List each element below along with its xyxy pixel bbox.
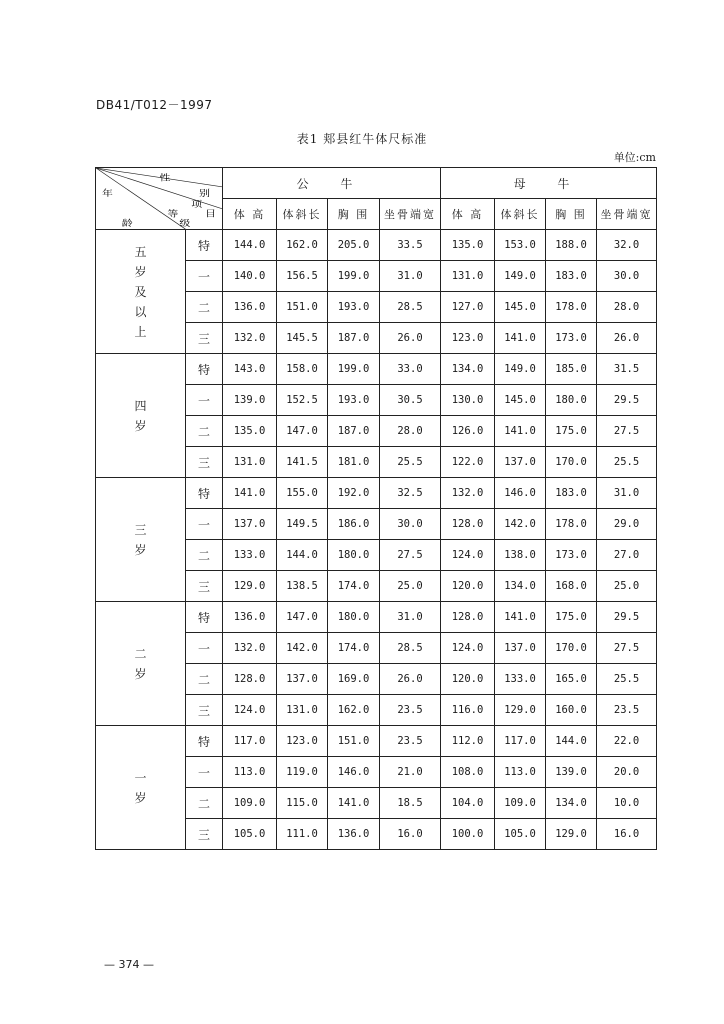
measurement-cell: 155.0 xyxy=(277,478,328,509)
measurement-cell: 173.0 xyxy=(546,540,597,571)
measurement-cell: 186.0 xyxy=(328,509,380,540)
measurement-cell: 165.0 xyxy=(546,664,597,695)
document-code: DB41/T012－1997 xyxy=(96,98,213,112)
measurement-cell: 151.0 xyxy=(328,726,380,757)
grade-cell: 三 xyxy=(186,447,223,478)
measurement-cell: 22.0 xyxy=(597,726,657,757)
standards-table xyxy=(95,167,657,850)
measurement-cell: 143.0 xyxy=(223,354,277,385)
measurement-cell: 205.0 xyxy=(328,230,380,261)
corner-grade-label: 等 xyxy=(167,209,179,220)
column-header: 坐骨端宽 xyxy=(380,199,441,230)
age-group-label: 二岁 xyxy=(134,646,147,681)
measurement-cell: 141.0 xyxy=(223,478,277,509)
measurement-cell: 109.0 xyxy=(495,788,546,819)
measurement-cell: 27.0 xyxy=(597,540,657,571)
measurement-cell: 149.0 xyxy=(495,354,546,385)
measurement-cell: 128.0 xyxy=(223,664,277,695)
measurement-cell: 100.0 xyxy=(441,819,495,850)
grade-cell: 一 xyxy=(186,385,223,416)
measurement-cell: 147.0 xyxy=(277,602,328,633)
measurement-cell: 31.5 xyxy=(597,354,657,385)
measurement-cell: 187.0 xyxy=(328,323,380,354)
measurement-cell: 170.0 xyxy=(546,633,597,664)
measurement-cell: 126.0 xyxy=(441,416,495,447)
measurement-cell: 113.0 xyxy=(223,757,277,788)
measurement-cell: 129.0 xyxy=(495,695,546,726)
measurement-cell: 30.0 xyxy=(597,261,657,292)
measurement-cell: 129.0 xyxy=(223,571,277,602)
measurement-cell: 153.0 xyxy=(495,230,546,261)
grade-cell: 二 xyxy=(186,664,223,695)
measurement-cell: 31.0 xyxy=(380,602,441,633)
measurement-cell: 138.5 xyxy=(277,571,328,602)
measurement-cell: 25.0 xyxy=(380,571,441,602)
measurement-cell: 33.0 xyxy=(380,354,441,385)
grade-cell: 三 xyxy=(186,571,223,602)
measurement-cell: 136.0 xyxy=(223,602,277,633)
measurement-cell: 29.5 xyxy=(597,602,657,633)
table-title: 表1 郏县红牛体尺标准 xyxy=(296,132,428,146)
measurement-cell: 199.0 xyxy=(328,354,380,385)
column-header: 体 高 xyxy=(223,199,277,230)
grade-cell: 一 xyxy=(186,757,223,788)
measurement-cell: 147.0 xyxy=(277,416,328,447)
column-header: 胸 围 xyxy=(328,199,380,230)
measurement-cell: 25.0 xyxy=(597,571,657,602)
measurement-cell: 181.0 xyxy=(328,447,380,478)
measurement-cell: 178.0 xyxy=(546,509,597,540)
measurement-cell: 31.0 xyxy=(597,478,657,509)
measurement-cell: 108.0 xyxy=(441,757,495,788)
measurement-cell: 30.5 xyxy=(380,385,441,416)
corner-diagonal-lines xyxy=(96,168,222,229)
grade-cell: 三 xyxy=(186,695,223,726)
measurement-cell: 141.0 xyxy=(495,416,546,447)
measurement-cell: 136.0 xyxy=(223,292,277,323)
grade-cell: 一 xyxy=(186,633,223,664)
measurement-cell: 137.0 xyxy=(277,664,328,695)
measurement-cell: 124.0 xyxy=(223,695,277,726)
grade-cell: 特 xyxy=(186,602,223,633)
measurement-cell: 117.0 xyxy=(223,726,277,757)
measurement-cell: 135.0 xyxy=(441,230,495,261)
column-header: 体斜长 xyxy=(495,199,546,230)
measurement-cell: 174.0 xyxy=(328,571,380,602)
measurement-cell: 134.0 xyxy=(495,571,546,602)
measurement-cell: 20.0 xyxy=(597,757,657,788)
measurement-cell: 105.0 xyxy=(495,819,546,850)
measurement-cell: 199.0 xyxy=(328,261,380,292)
measurement-cell: 26.0 xyxy=(380,664,441,695)
measurement-cell: 27.5 xyxy=(380,540,441,571)
measurement-cell: 187.0 xyxy=(328,416,380,447)
table-row xyxy=(96,478,657,509)
measurement-cell: 141.0 xyxy=(495,602,546,633)
measurement-cell: 16.0 xyxy=(380,819,441,850)
measurement-cell: 133.0 xyxy=(223,540,277,571)
measurement-cell: 169.0 xyxy=(328,664,380,695)
corner-item-label: 项 xyxy=(191,200,203,210)
measurement-cell: 146.0 xyxy=(328,757,380,788)
grade-cell: 三 xyxy=(186,819,223,850)
measurement-cell: 134.0 xyxy=(441,354,495,385)
measurement-cell: 21.0 xyxy=(380,757,441,788)
table-row xyxy=(96,602,657,633)
table-row xyxy=(96,230,657,261)
measurement-cell: 188.0 xyxy=(546,230,597,261)
measurement-cell: 175.0 xyxy=(546,416,597,447)
measurement-cell: 120.0 xyxy=(441,571,495,602)
measurement-cell: 120.0 xyxy=(441,664,495,695)
measurement-cell: 131.0 xyxy=(441,261,495,292)
measurement-cell: 23.5 xyxy=(380,726,441,757)
measurement-cell: 29.5 xyxy=(597,385,657,416)
table-body xyxy=(96,168,657,850)
measurement-cell: 16.0 xyxy=(597,819,657,850)
measurement-cell: 142.0 xyxy=(495,509,546,540)
measurement-cell: 123.0 xyxy=(277,726,328,757)
measurement-cell: 105.0 xyxy=(223,819,277,850)
corner-grade-label-2: 级 xyxy=(179,218,191,229)
age-group-label: 四岁 xyxy=(134,398,147,433)
measurement-cell: 18.5 xyxy=(380,788,441,819)
grade-cell: 特 xyxy=(186,726,223,757)
measurement-cell: 28.0 xyxy=(380,416,441,447)
grade-cell: 特 xyxy=(186,354,223,385)
measurement-cell: 144.0 xyxy=(546,726,597,757)
measurement-cell: 128.0 xyxy=(441,602,495,633)
measurement-cell: 133.0 xyxy=(495,664,546,695)
corner-age-label: 年 xyxy=(101,189,113,199)
column-header: 坐骨端宽 xyxy=(597,199,657,230)
measurement-cell: 137.0 xyxy=(223,509,277,540)
measurement-cell: 149.5 xyxy=(277,509,328,540)
measurement-cell: 28.5 xyxy=(380,292,441,323)
measurement-cell: 28.0 xyxy=(597,292,657,323)
measurement-cell: 136.0 xyxy=(328,819,380,850)
measurement-cell: 31.0 xyxy=(380,261,441,292)
measurement-cell: 23.5 xyxy=(380,695,441,726)
measurement-cell: 145.5 xyxy=(277,323,328,354)
measurement-cell: 124.0 xyxy=(441,540,495,571)
measurement-cell: 127.0 xyxy=(441,292,495,323)
measurement-cell: 180.0 xyxy=(328,540,380,571)
measurement-cell: 193.0 xyxy=(328,292,380,323)
group-header-cow: 母 牛 xyxy=(441,168,657,199)
age-group-label: 一岁 xyxy=(134,770,147,805)
column-header: 体 高 xyxy=(441,199,495,230)
measurement-cell: 104.0 xyxy=(441,788,495,819)
grade-cell: 二 xyxy=(186,788,223,819)
age-group-cell xyxy=(96,230,186,354)
age-group-cell xyxy=(96,726,186,850)
measurement-cell: 140.0 xyxy=(223,261,277,292)
measurement-cell: 139.0 xyxy=(546,757,597,788)
corner-item-label-2: 目 xyxy=(205,209,217,220)
header-row-groups xyxy=(96,168,657,199)
measurement-cell: 132.0 xyxy=(441,478,495,509)
age-group-cell xyxy=(96,602,186,726)
measurement-cell: 113.0 xyxy=(495,757,546,788)
measurement-cell: 174.0 xyxy=(328,633,380,664)
group-header-bull: 公 牛 xyxy=(223,168,441,199)
measurement-cell: 180.0 xyxy=(546,385,597,416)
measurement-cell: 146.0 xyxy=(495,478,546,509)
measurement-cell: 29.0 xyxy=(597,509,657,540)
measurement-cell: 116.0 xyxy=(441,695,495,726)
unit-label: 单位:cm xyxy=(613,151,656,164)
column-header: 胸 围 xyxy=(546,199,597,230)
measurement-cell: 158.0 xyxy=(277,354,328,385)
corner-age-label-2: 龄 xyxy=(121,218,133,229)
measurement-cell: 145.0 xyxy=(495,292,546,323)
measurement-cell: 135.0 xyxy=(223,416,277,447)
grade-cell: 二 xyxy=(186,292,223,323)
measurement-cell: 32.5 xyxy=(380,478,441,509)
measurement-cell: 122.0 xyxy=(441,447,495,478)
measurement-cell: 173.0 xyxy=(546,323,597,354)
measurement-cell: 151.0 xyxy=(277,292,328,323)
measurement-cell: 27.5 xyxy=(597,633,657,664)
measurement-cell: 141.5 xyxy=(277,447,328,478)
measurement-cell: 128.0 xyxy=(441,509,495,540)
measurement-cell: 115.0 xyxy=(277,788,328,819)
measurement-cell: 144.0 xyxy=(277,540,328,571)
measurement-cell: 141.0 xyxy=(495,323,546,354)
measurement-cell: 152.5 xyxy=(277,385,328,416)
measurement-cell: 26.0 xyxy=(597,323,657,354)
age-group-label: 三岁 xyxy=(134,522,147,557)
measurement-cell: 23.5 xyxy=(597,695,657,726)
measurement-cell: 156.5 xyxy=(277,261,328,292)
measurement-cell: 183.0 xyxy=(546,261,597,292)
grade-cell: 特 xyxy=(186,230,223,261)
measurement-cell: 185.0 xyxy=(546,354,597,385)
measurement-cell: 138.0 xyxy=(495,540,546,571)
measurement-cell: 131.0 xyxy=(277,695,328,726)
table-row xyxy=(96,354,657,385)
age-group-cell xyxy=(96,478,186,602)
measurement-cell: 149.0 xyxy=(495,261,546,292)
measurement-cell: 132.0 xyxy=(223,323,277,354)
measurement-cell: 129.0 xyxy=(546,819,597,850)
grade-cell: 一 xyxy=(186,261,223,292)
measurement-cell: 162.0 xyxy=(328,695,380,726)
corner-sex-label: 性 xyxy=(159,173,171,184)
measurement-cell: 123.0 xyxy=(441,323,495,354)
measurement-cell: 109.0 xyxy=(223,788,277,819)
measurement-cell: 124.0 xyxy=(441,633,495,664)
measurement-cell: 180.0 xyxy=(328,602,380,633)
measurement-cell: 131.0 xyxy=(223,447,277,478)
measurement-cell: 32.0 xyxy=(597,230,657,261)
measurement-cell: 162.0 xyxy=(277,230,328,261)
corner-sex-label-2: 别 xyxy=(199,189,211,199)
measurement-cell: 144.0 xyxy=(223,230,277,261)
measurement-cell: 25.5 xyxy=(597,664,657,695)
age-group-cell xyxy=(96,354,186,478)
measurement-cell: 111.0 xyxy=(277,819,328,850)
page-number: — 374 — xyxy=(104,958,154,971)
measurement-cell: 193.0 xyxy=(328,385,380,416)
column-header: 体斜长 xyxy=(277,199,328,230)
measurement-cell: 145.0 xyxy=(495,385,546,416)
grade-cell: 三 xyxy=(186,323,223,354)
measurement-cell: 119.0 xyxy=(277,757,328,788)
measurement-cell: 130.0 xyxy=(441,385,495,416)
measurement-cell: 137.0 xyxy=(495,633,546,664)
grade-cell: 二 xyxy=(186,540,223,571)
measurement-cell: 139.0 xyxy=(223,385,277,416)
measurement-cell: 112.0 xyxy=(441,726,495,757)
measurement-cell: 117.0 xyxy=(495,726,546,757)
measurement-cell: 30.0 xyxy=(380,509,441,540)
grade-cell: 二 xyxy=(186,416,223,447)
measurement-cell: 26.0 xyxy=(380,323,441,354)
measurement-cell: 141.0 xyxy=(328,788,380,819)
grade-cell: 一 xyxy=(186,509,223,540)
table-row xyxy=(96,726,657,757)
measurement-cell: 28.5 xyxy=(380,633,441,664)
grade-cell: 特 xyxy=(186,478,223,509)
measurement-cell: 170.0 xyxy=(546,447,597,478)
measurement-cell: 142.0 xyxy=(277,633,328,664)
measurement-cell: 137.0 xyxy=(495,447,546,478)
age-group-label: 五岁及以上 xyxy=(134,244,147,339)
corner-header xyxy=(96,168,223,230)
measurement-cell: 33.5 xyxy=(380,230,441,261)
measurement-cell: 132.0 xyxy=(223,633,277,664)
measurement-cell: 160.0 xyxy=(546,695,597,726)
measurement-cell: 134.0 xyxy=(546,788,597,819)
measurement-cell: 175.0 xyxy=(546,602,597,633)
measurement-cell: 183.0 xyxy=(546,478,597,509)
measurement-cell: 192.0 xyxy=(328,478,380,509)
measurement-cell: 10.0 xyxy=(597,788,657,819)
measurement-cell: 178.0 xyxy=(546,292,597,323)
measurement-cell: 27.5 xyxy=(597,416,657,447)
measurement-cell: 25.5 xyxy=(597,447,657,478)
measurement-cell: 25.5 xyxy=(380,447,441,478)
measurement-cell: 168.0 xyxy=(546,571,597,602)
